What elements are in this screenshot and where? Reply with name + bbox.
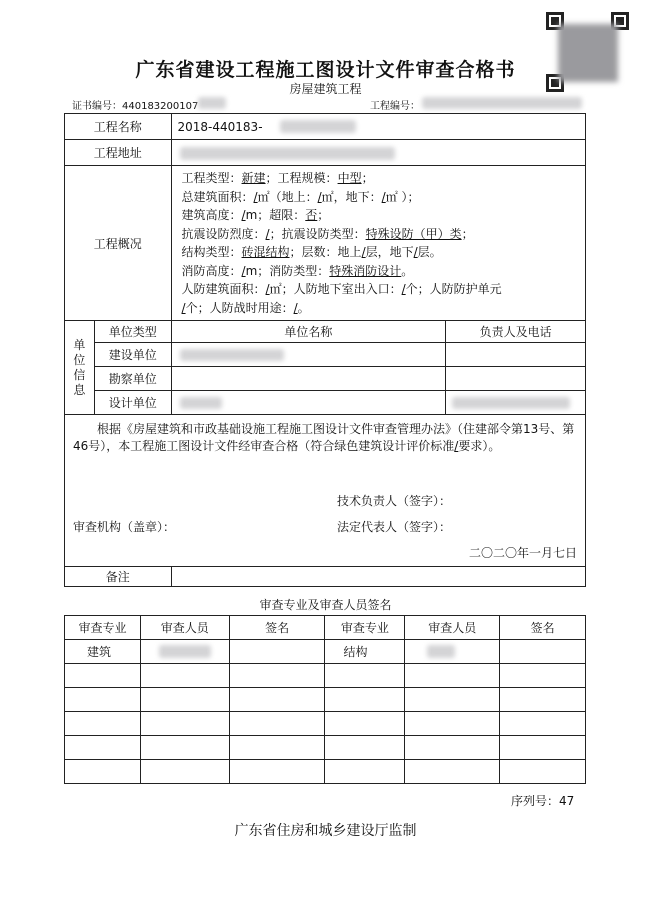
remark-value (171, 567, 585, 587)
statement-end: 要求）。 (458, 439, 501, 453)
sig-header-signature: 签名 (500, 616, 586, 640)
remark-label: 备注 (65, 567, 172, 587)
unit-type-design: 设计单位 (94, 391, 171, 415)
project-name-value: 2018-440183- (177, 119, 263, 134)
redacted-block (180, 397, 222, 409)
unit-type-construction: 建设单位 (94, 343, 171, 367)
redacted-block (159, 645, 211, 658)
document-title: 广东省建设工程施工图设计文件审查合格书 (135, 59, 516, 81)
project-name-label: 工程名称 (65, 114, 172, 140)
redacted-block (452, 397, 570, 409)
redacted-block (180, 349, 284, 361)
sig-header-reviewer: 审查人员 (140, 616, 229, 640)
legal-rep-signature: 法定代表人（签字）： (337, 520, 452, 534)
redacted-block (198, 97, 226, 109)
redacted-block (280, 120, 356, 133)
project-address-label: 工程地址 (65, 140, 172, 166)
sig-major-architecture: 建筑 (65, 640, 141, 664)
certificate-table (64, 113, 586, 587)
redacted-block (180, 147, 395, 160)
serial-label: 序列号： (511, 794, 560, 808)
review-org-seal: 审查机构（盖章）： (73, 520, 176, 534)
issuer-footer: 广东省住房和城乡建设厅监制 (234, 823, 417, 839)
issue-date: 二〇二〇年一月七日 (468, 546, 577, 560)
signature-section-title: 审查专业及审查人员签名 (259, 598, 392, 612)
cert-number-label: 证书编号： (72, 101, 122, 112)
tech-lead-signature: 技术负责人（签字）： (337, 494, 452, 508)
unit-contact-header: 负责人及电话 (446, 321, 586, 343)
cert-number-value: 440183200107 (122, 101, 199, 112)
unit-name-header: 单位名称 (171, 321, 446, 343)
sig-header-reviewer: 审查人员 (405, 616, 500, 640)
project-overview-label: 工程概况 (65, 166, 172, 321)
redacted-block (427, 645, 455, 658)
sig-major-structure: 结构 (325, 640, 405, 664)
unit-type-survey: 勘察单位 (94, 367, 171, 391)
sig-header-major: 审查专业 (65, 616, 141, 640)
statement-slash: / (454, 439, 459, 453)
sig-header-major: 审查专业 (325, 616, 405, 640)
unit-info-label: 单位信息 (65, 321, 95, 415)
project-overview: 工程类型：新建；工程规模：中型； 总建筑面积：/㎡（地上：/㎡，地下：/㎡ ）； 建筑高度：/m；超限：否； 抗震设防烈度：/；抗震设防类型：特殊设防（甲）类； 结构类型：砖混结构；层数：地上/层，地下/层。 消防高度：/m；消防类型：特殊消防设计。 人防建筑面积：/㎡；人防地下室出入口：/个；人防防护单元 /个；人防战时用途：/。 (171, 166, 585, 321)
signature-table (64, 615, 586, 784)
sig-header-signature: 签名 (229, 616, 325, 640)
serial-value: 47 (559, 794, 575, 808)
document-subtitle: 房屋建筑工程 (289, 82, 362, 96)
statement-text: 根据《房屋建筑和市政基础设施工程施工图设计文件审查管理办法》（住建部令第13号、第46号），本工程施工图设计文件经审查合格（符合绿色建筑设计评价标准 (73, 422, 575, 453)
cert-number-row (72, 97, 198, 112)
unit-type-header: 单位类型 (94, 321, 171, 343)
project-number-label: 工程编号： (370, 101, 420, 112)
review-statement (65, 415, 586, 567)
redacted-block (422, 97, 582, 109)
serial-number (511, 792, 574, 809)
